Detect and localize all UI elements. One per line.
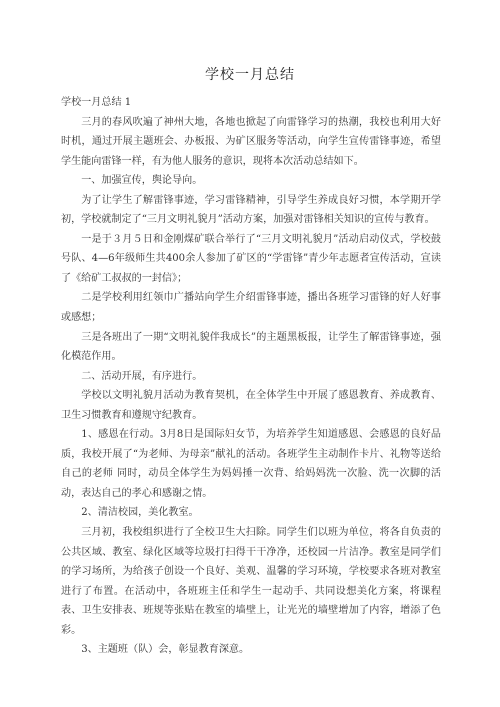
paragraph: 2、清洁校园，美化教室。: [81, 507, 199, 519]
paragraph: 为了让学生了解雷锋事迹，学习雷锋精神，引导学生养成良好习惯，本学期开学初，学校就制定了“三月文明礼貌月”活动方案，加强对雷锋相关知识的宣传与教育。: [61, 194, 441, 226]
section-heading: 一、加强宣传，舆论导向。: [81, 175, 203, 187]
paragraph: 三月初，我校组织进行了全校卫生大扫除。同学生们以班为单位，将各自负责的公共区域、教室、绿化区域等垃圾打扫得干干净净，还校园一片洁净。教室是同学们的学习场所，为给孩子创设一个良好、美观、温馨的学习环境，学校要求各班对教室进行了布置。在活动中，各班班主任和学生一起动手、共同设想美化方案，将课程表、卫生安排表、班规等张贴在教室的墙壁上，让光光的墙壁增加了内容，增添了色彩。: [61, 527, 441, 636]
document-body: [61, 93, 441, 660]
paragraph: 三是各班出了一期“文明礼貌伴我成长”的主题黑板报，让学生了解雷锋事迹，强化模范作用。: [61, 331, 441, 363]
paragraph: 二是学校利用红领巾广播站向学生介绍雷锋事迹，播出各班学习雷锋的好人好事或感想；: [61, 292, 441, 324]
paragraph: 学校以文明礼貌月活动为教育契机，在全体学生中开展了感恩教育、养成教育、卫生习惯教育和遵规守纪教育。: [61, 390, 441, 421]
paragraph: 三月的春风吹遍了神州大地，各地也掀起了向雷锋学习的热潮，我校也利用大好时机，通过开展主题班会、办板报、为矿区服务等活动，向学生宣传雷锋事迹，希望学生能向雷锋一样，有为他人服务的意识，现将本次活动总结如下。: [61, 116, 441, 167]
paragraph: 1、感恩在行动。3月8日是国际妇女节，为培养学生知道感恩、会感恩的良好品质，我校开展了“为老师、为母亲”献礼的活动。各班学生主动制作卡片、礼物等送给自己的老师 同时，动员全体学生为妈妈捶一次背、给妈妈洗一次脸、洗一次脚的活动，表达自己的孝心和感谢之情。: [61, 429, 441, 499]
paragraph: 3、主题班（队）会，彰显教育深意。: [81, 644, 250, 656]
paragraph: 一是于３月５日和金刚煤矿联合举行了“三月文明礼貌月”活动启动仪式，学校鼓号队、4—6年级师生共400余人参加了矿区的“学雷锋”青少年志愿者宣传活动，宣读了《给矿工叔叔的一封信》；: [61, 233, 441, 284]
section-heading: 二、活动开展，有序进行。: [81, 370, 203, 382]
paragraph: 学校一月总结 1: [61, 97, 132, 108]
document-title: 学校一月总结: [205, 67, 295, 83]
